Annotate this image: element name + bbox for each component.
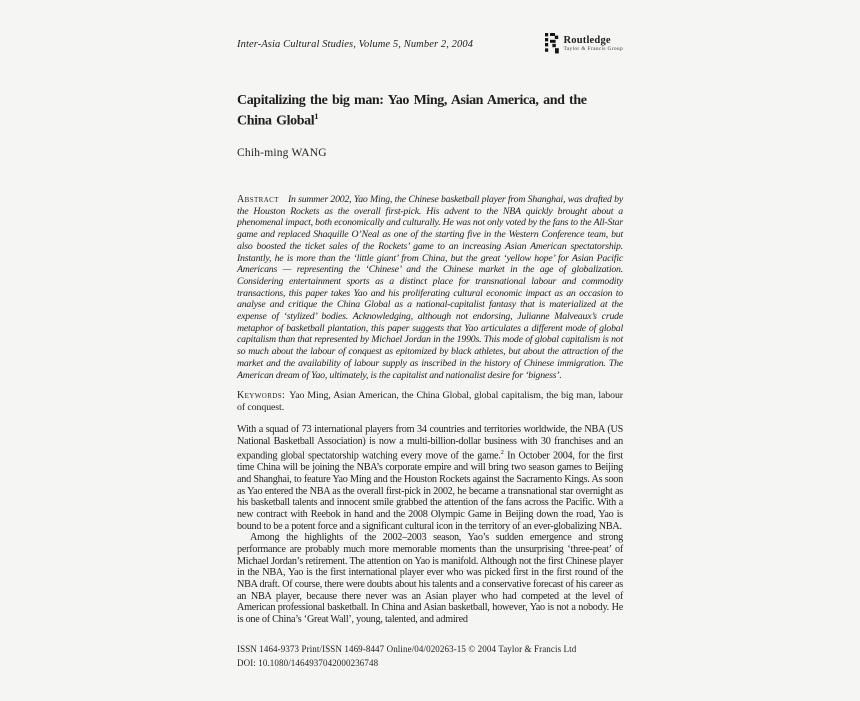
abstract-text: In summer 2002, Yao Ming, the Chinese basketball player from Shanghai, was drafted by the Houston Rockets as the overall first-pick. His advent to the NBA quickly brought about a phenomenal impact, both economically and culturally. He was not only voted by the fans to the All-Star game and replaced Shaquille O’Neal as one of the starting five in the Western Conference team, but also boosted the ticket sales of the Rockets’ game to an increasing Asian American spectatorship. Instantly, he is more than the ‘little giant’ from China, but the great ‘yellow hope’ for Asian Pacific Americans — representing the ‘Chinese’ and the Chinese market in the age of globalization. Considering entertainment sports as a distinct place for transnational labour and commodity transactions, this paper takes Yao and his proliferating cultural economic impact as an occasion to analyse and critique the China Global as a national-capitalist fantasy that is materialized at the expense of ‘stylized’ bodies. Acknowledging, although not endorsing, Julianne Malveaux’s crude metaphor of basketball plantation, this paper suggests that Yao articulates a different mode of global capitalism than that represented by Michael Jordan in the 1990s. This mode of global capitalism is not so much about the labour of conquest as epitomized by black athletes, but about the attraction of the market and the availability of labour supply as inscribed in the history of Chinese immigration. The American dream of Yao, ultimately, is the capitalist and nationalist desire for ‘bigness’. [237, 194, 623, 381]
body-paragraph-1-text: With a squad of 73 international players from 34 countries and territories worldwide, the NBA (US National Basketball Association) is now a multi-billion-dollar business with 30 franchises and an expanding global spectatorship watching every move of the game. [237, 424, 623, 462]
article-body [237, 424, 623, 626]
publisher-logo-text [563, 33, 623, 52]
routledge-logo-icon [545, 33, 560, 54]
abstract-label: Abstract [237, 194, 279, 205]
keywords-text: Yao Ming, Asian American, the China Global, global capitalism, the big man, labour of conquest. [237, 390, 623, 413]
issn-line: ISSN 1464-9373 Print/ISSN 1469-8447 Online/04/020263-15 © 2004 Taylor & Francis Ltd [237, 644, 577, 654]
publisher-name: Routledge [563, 35, 611, 46]
publisher-tagline: Taylor & Francis Group [563, 46, 623, 52]
journal-citation: Inter-Asia Cultural Studies, Volume 5, Number 2, 2004 [237, 39, 474, 50]
keywords-line [237, 390, 623, 413]
author-name: Chih-ming WANG [237, 147, 327, 159]
article-title [237, 93, 623, 129]
page-header [237, 33, 623, 54]
body-paragraph-2: Among the highlights of the 2002–2003 season, Yao’s sudden emergence and strong performance are probably much more memorable moments than the unsurprising ‘three-peat’ of Michael Jordan’s retirement. The attention on Yao is manifold. Although not the first Chinese player in the NBA, Yao is the first international player ever who was picked first in the first round of the NBA draft. Of course, there were doubts about his talents and a conservative forecast of his career as an NBA player, because there never was an Asian player who had competed at the level of American professional basketball. In China and Asian basketball, however, Yao is not a nobody. He is one of China’s ‘Great Wall’, young, talented, and admired [237, 532, 623, 625]
page-footer [237, 643, 623, 670]
abstract-paragraph [237, 194, 623, 381]
article-title-text: Capitalizing the big man: Yao Ming, Asian America, and the China Global [237, 93, 587, 129]
footnote-marker-2: 2 [500, 449, 504, 457]
keywords-label: Keywords: [237, 390, 286, 402]
body-paragraph-1-continued: In October 2004, for the first time China will be joining the NBA’s corporate empire and will bring two season games to Beijing and Shanghai, to feature Yao Ming and the Houston Rockets against the Sacramento Kings. As soon as Yao entered the NBA as the overall first-pick in 2002, he became a transnational star overnight as his basketball talents and innocent smile grabbed the attention of the fans across the Pacific. With a new contract with Reebok in hand and the 2008 Olympic Game in Beijing down the road, Yao is bound to be a potent force and a significant cultural icon in the territory of an ever-globalizing NBA. [237, 450, 623, 532]
publisher-logo [545, 33, 623, 54]
doi-line: DOI: 10.1080/1464937042000236748 [237, 657, 379, 668]
body-paragraph-1 [237, 424, 623, 532]
abstract-section [237, 194, 623, 414]
title-footnote-marker: 1 [314, 110, 319, 121]
